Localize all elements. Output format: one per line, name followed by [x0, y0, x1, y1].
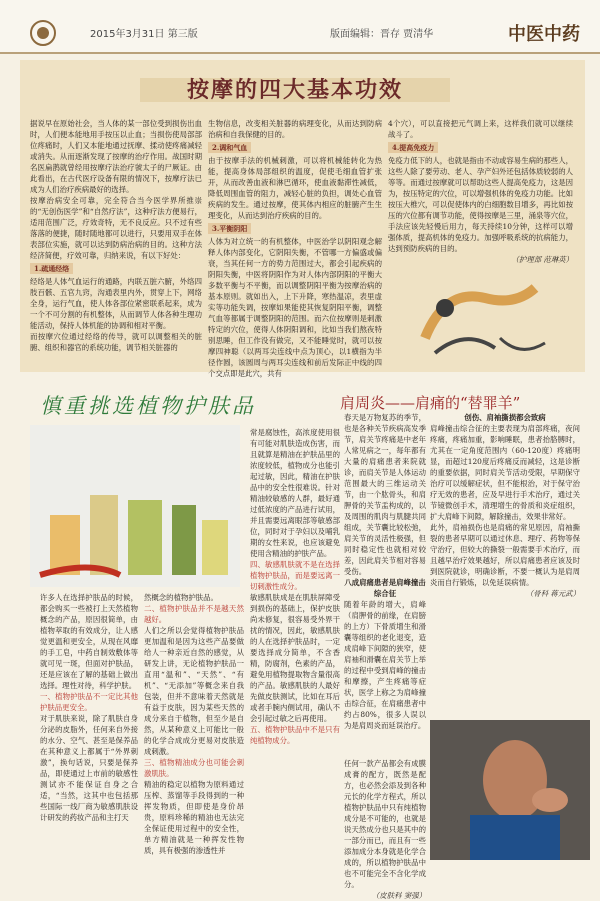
paragraph: 经络是人体气血运行的通路，内联五脏六腑，外络四肢百骸、五官九窍，沟通表里内外，贯穿上下，网络全身，运行气血，使人体各部位紧密联系起来，成为一个不可分割的有机整体，从而调节人体各种生理功能活动，保持人体机能的协调和相对平衡。 [30, 277, 202, 330]
subheading: 3.平衡阴阳 [208, 223, 251, 234]
author-signature: （皮肤科 窦强） [371, 891, 426, 900]
skincare-column-1 [40, 592, 138, 823]
subheading: 五、植物护肤品中不是只有纯植物成分。 [250, 725, 340, 745]
massage-column-2 [208, 118, 382, 379]
author-signature: （骨科 蒋元武） [525, 589, 580, 598]
editors-line: 版面编辑：晋存 贾清华 [330, 29, 434, 40]
oil-bottles-photo [30, 425, 240, 587]
subheading: 1.疏通经络 [30, 263, 73, 274]
subheading: 三、植物精油成分也可能会刺激肌肤。 [144, 758, 244, 778]
paragraph: 对于肌肤来说，除了肌肤自身分泌的皮脂外，任何来自外接的水分、空气、甚至是保养品在其种意义上都属于“外界刺激”，换句话说，只要是保养品，即使通过上市前的敏感性测试亦不能保证自身之合适，“当然，这其中也包括那些国际一线厂商为敏感肌肤设计研发的药妆产品和主打天 [40, 714, 138, 822]
paragraph: 人体为对立统一的有机整体，中医治学以阴阳观念解释人体内部变化，它阴阳失衡，不管哪一方偏盛或偏衰，当其任何一方的势力范围过大，都会引起疾病的阴阳失衡，中医将阴阳作为对人体内部阴阳的平衡大多数平衡与不平衡，而以调整阴阳平衡为按摩治病的基本原则。就如出入，上下升降，寒热温凉，表里虚实等功能失调，按摩如果能使其恢复阴阳平衡，调整气血等都属于调整阴阳的范围。而六位按摩则是刺激特定的穴位，使得人体阴阳调和，比如当我们熬夜特别思睡，但工作没有做完，又不能睡觉时，就可以按摩四神聪（以两耳尖连线中点为顶心，以1横指为半径作圆，该圆周与两耳尖连线和前后发际正中线的四个交点即是此穴，共有 [208, 237, 382, 378]
paragraph: 敏感肌肤成是在肌肤屏障受到损伤的基础上，保护皮肤尚未修复，很容易受外界干扰的情况，因此，敏感肌肤的人在选择护肤品时，一定要选择成分简单，不含香精，防腐剂，色素的产品，避免用植物提取物含量很高的产品。敏感肌肤的人最好先做皮肤测试，比如在耳后或者手腕内侧试用，确认不会引起过敏之后再使用。 [250, 593, 340, 723]
paragraph: 精油的稳定以植物为原料通过压榨、蒸馏等手段得到的一种挥发物质，但即使是身价昂贵，原料珍稀的精油也无法完全保证使用过程中的安全性，单方精油就是一种挥发性物质，具有极强的渗透性并 [144, 780, 244, 855]
skincare-column-2 [144, 592, 244, 856]
paragraph: 许多人在选择护肤品的时候，都会购买一些被打上天然植物概念的产品，原因很简单，由植物萃取的有效成分，让人感觉更温和更安全，从现在风靡的手工皂，中药自制效敷体等就可见一斑，但面对护肤品，还是应该在了解的基础上做出选择。理性对待，科学护肤。 [40, 593, 138, 690]
paragraph: 常是腐蚀性，高浓度使用很有可能对肌肤造成伤害，而且就算是精油在护肤品里的浓度较低，植物成分也能引起过敏，因此，精油在护肤品中的安全性很难说。针对精油较敏感的人群，最好通过低浓度的产品进行试用，并且需要远离眼部等敏感部位，同时对于孕妇以及哺乳期的女性来说，也应该避免使用含精油的护肤产品。 [250, 428, 340, 558]
paragraph: 免疫力低下的人，也就是指由不动或容易生病的那些人，这些人除了要劳动、老人、孕产妇外还包括体质较弱的人等等。而通过按摩就可以帮助这些人提高免疫力，这是因为，按压特定的穴位，可以增强机体的免疫力功能。比如按压大椎穴，可以促使体内的白细胞数目增多，再比如按压的穴位都有调节功能，使得按摩是三里，涌泉等穴位，手法应该先轻慢后用力，每天持续10分钟，这样可以增强体质，提高机体的免疫力。加强呼吸系统的抗病能力，达到预防疾病的目的。 [388, 156, 573, 253]
subheading: 4.提高免疫力 [388, 142, 438, 153]
paragraph: 此外，肩袖损伤也是肩痛的常见原因，肩袖撕裂的患者早期可以通过休息、理疗、药物等保守治疗，但较大的撕裂一般需要手术治疗，而且越早治疗效果越好，所以肩痛患者应该及时到医院就诊，明确诊断，不要一概认为是肩周炎而自行锻炼，以免延误病情。 [430, 523, 580, 587]
paragraph: 春天是万物复苏的季节，也是各种关节疾病高发季节，肩关节疼痛是中老年人常见病之一，每年都有大量的肩痛患者来院就诊，而肩关节是人体运动范围最大的三维运动关节，由一个肱骨头，和肩胛骨的关节盂构成的，以及周围的肌肉与肌腱共同组成，关节囊比较松弛，肩关节的灵活性极强，但同时稳定性也就相对较差，因此肩关节相对容易受伤。 [344, 413, 426, 576]
shoulder-column-2 [430, 412, 580, 599]
subheading: 二、植物护肤品并不是越天然越好。 [144, 604, 244, 624]
page-header [0, 0, 600, 54]
subheading: 一、植物护肤品不一定比其他护肤品更安全。 [40, 692, 138, 712]
page-name: 中医中药 [508, 24, 580, 45]
paragraph: 随着年龄的增大，肩峰（肩胛骨的前缘，在肩膀的上方）下骨质增生和滑囊等组织的老化退变，造成肩峰下间隙的狭窄，使肩袖和滑囊在肩关节上举的过程中受到肩峰的撞击和摩擦，产生疼痛等症状，医学上称之为肩峰撞击综合征，在肩痛患者中约占80%，很多人误以为是肩周炎而延误治疗。 [344, 600, 426, 730]
paragraph: 然概念的植物护肤品。 [144, 593, 218, 602]
massage-illustration-icon [405, 268, 555, 366]
skincare-column-4 [344, 758, 426, 901]
subheading: 八成肩痛患者是肩峰撞击综合征 [344, 578, 426, 598]
paragraph: 肩峰撞击综合征的主要表现为肩部疼痛，夜间疼痛，疼痛加重，影响睡眠，患者抬胳膊时，尤其在一定角度范围内（60-120度）疼痛明显，而超过120度后疼痛反而减轻，这是诊断的重要依据，同时肩关节活动受限，早期保守治疗可以缓解症状，但不能根治，对于保守治疗无效的患者，应及早进行手术治疗，通过关节镜微创手术，清理增生的骨质和炎症组织，扩大肩峰下间隙，解除撞击，效果非常好。 [430, 424, 580, 521]
paragraph: 由于按摩手法的机械刺激，可以将机械能转化为热能，提高身体局部组织的温度，促使毛细血管扩张开，从而改善血液和淋巴循环，使血液黏滞性减低，降低周围血管的阻力，减轻心脏的负担，调处心血管疾病的发生。通过按摩，使其体内相应的脏腑产生生理变化，从而达到治疗疾病的目的。 [208, 156, 382, 220]
shoulder-article-title: 肩周炎——肩痛的“替罪羊” [340, 394, 521, 412]
issue-date: 2015年3月31日 第三版 [90, 29, 198, 40]
massage-column-1 [30, 118, 202, 353]
skincare-article-title: 慎重挑选植物护肤品 [40, 394, 256, 418]
author-signature: （护理部 范琳英） [511, 255, 573, 264]
paragraph: 而按摩穴位通过经络的传导，就可以调整相关的脏腑、组织和器官的系统功能，调节相关脏器的 [30, 332, 202, 352]
paragraph: 人们之所以会觉得植物护肤品更加温和是因为这些产品要做给人一种亲近自然的感觉，从研发上讲，无论植物护肤品一直用“温和”、“天然”、“有机”、“无添加”等概念来自我包装，但并不意味着天然就是有益于皮肤，因为某些天然的成分来自于植物，但至少是自然，从某种意义上可能比一般的化学合成成分更易对皮肤造成刺激。 [144, 626, 244, 756]
paragraph: 任何一款产品都会有成膜成膏的配方，既然是配方，也必然会添及到各种元长的化学方程式，所以植物护肤品中只有纯植物成分是不可能的，也就是说天然成分也只是其中的一部分而已，而且有一些添加成分本身就是化学合成的，所以植物护肤品中也不可能完全不含化学成分。 [344, 759, 426, 889]
skincare-column-3 [250, 427, 340, 746]
paragraph: 4个穴），可以直接把元气调上来，这样我们就可以继续战斗了。 [388, 119, 573, 139]
paragraph: 按摩治病安全可靠，完全符合当今医学界所推崇的“无创伤医学”和“自然疗法”，这种疗法方便易行，适用范围广泛，疗效奇特，无不良反应。只不过有些落落的便捷，随时随地都可以进行，只要用双手在体表部位实施，就可以达到防病治病的目的。这种方法经济简便，疗效可靠，归纳来说，有以下好处： [30, 196, 202, 260]
subheading: 创伤、肩袖撕损都会致病 [464, 413, 546, 422]
subheading: 四、敏感肌肤就不是在选择植物护肤品，而是要远离一切刺激性成分。 [250, 560, 340, 591]
shoulder-column-1 [344, 412, 426, 731]
paragraph: 生物信息，改变相关脏器的病理变化，从而达到防病治病和自我保健的目的。 [208, 119, 382, 139]
paragraph: 据说早在原始社会，当人体的某一部位受到损伤出血时，人们便本能地用手按压以止血；当损伤使局部部位疼痛时，人们又本能地通过抚摩、揉动使疼痛减轻或消失。从而逐渐发现了按摩的治疗作用。战国时期名医扁鹊就曾经用按摩疗法治疗虢太子的尸厥证。由此看出，在古代医疗设备有限的情况下，按摩疗法已成为人们治疗疾病最好的选择。 [30, 119, 202, 194]
subheading: 2.调和气血 [208, 142, 251, 153]
massage-column-3 [388, 118, 573, 265]
massage-article-title: 按摩的四大基本功效 [186, 77, 403, 103]
shoulder-pain-photo [430, 720, 590, 860]
hospital-logo-icon [30, 20, 56, 46]
